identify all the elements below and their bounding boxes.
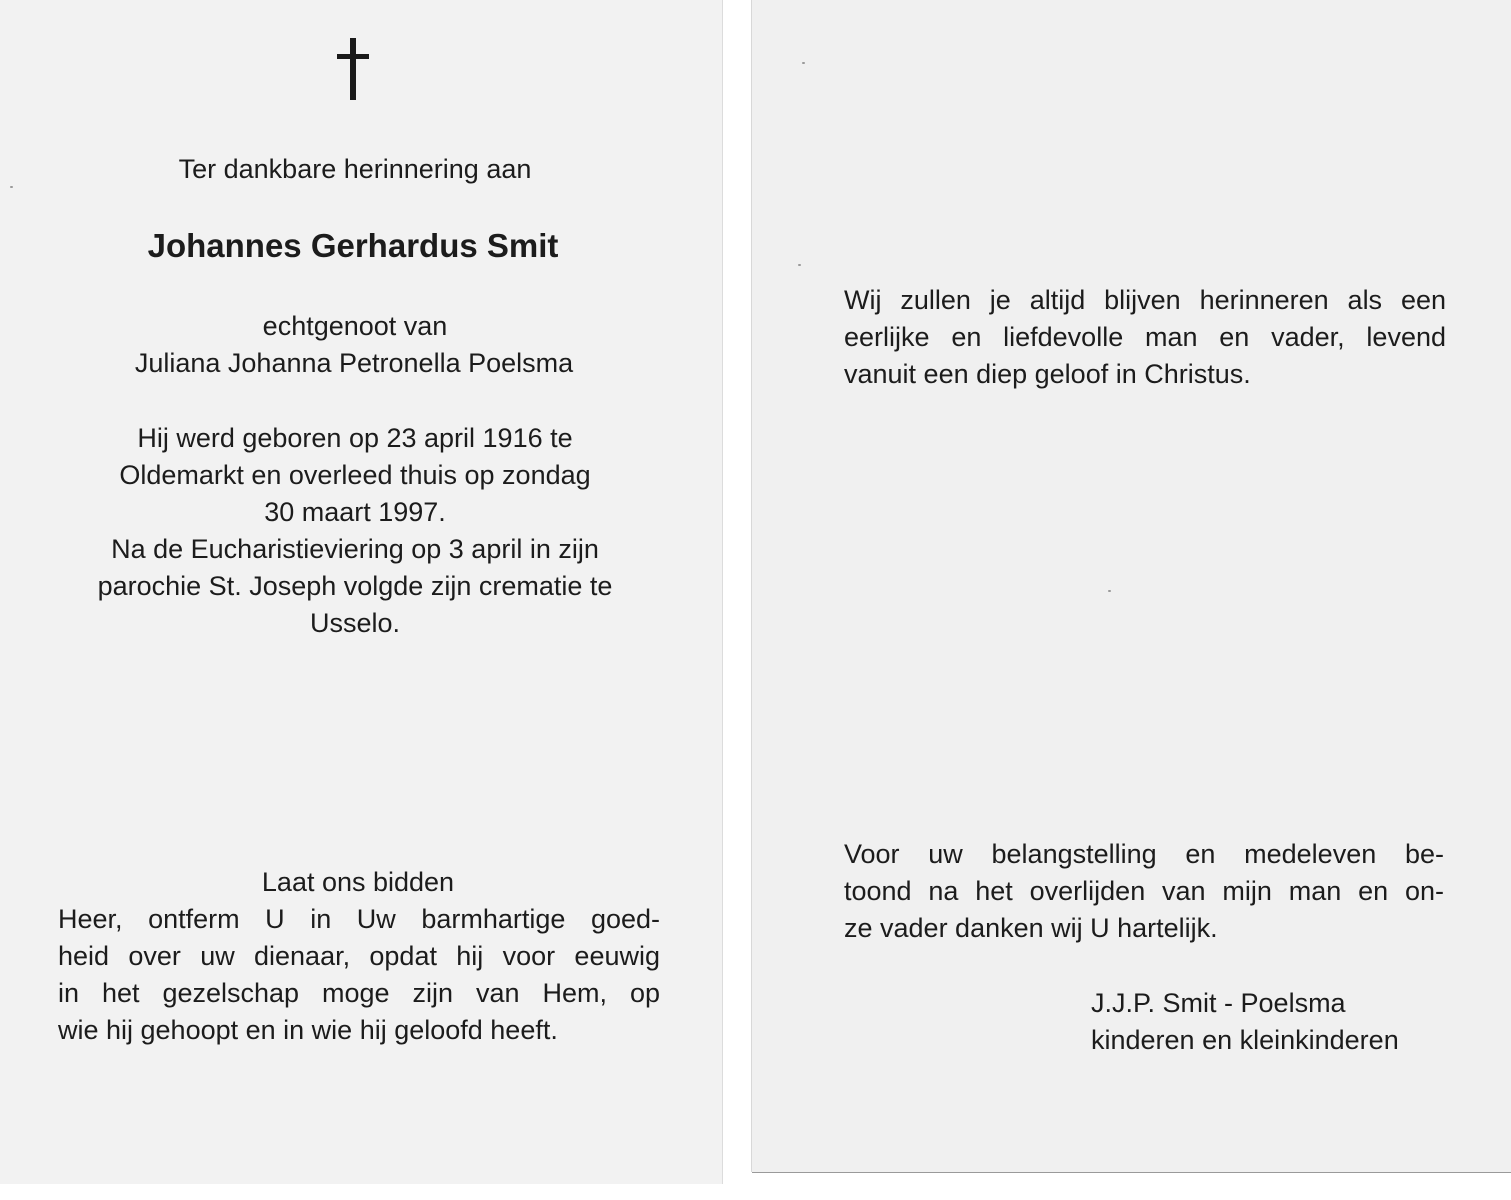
signature-line: J.J.P. Smit - Poelsma (1091, 988, 1346, 1018)
biography-line: 30 maart 1997. (264, 497, 446, 527)
thanks-line: Voor uw belangstelling en medeleven be- (844, 839, 1444, 869)
prayer-text (58, 901, 660, 1049)
spouse-name: Juliana Johanna Petronella Poelsma (134, 348, 574, 378)
memory-line: vanuit een diep geloof in Christus. (844, 359, 1251, 389)
thanks-text (844, 836, 1444, 947)
thanks-line: ze vader danken wij U hartelijk. (844, 913, 1218, 943)
paper-speck (1108, 590, 1111, 592)
memorial-card-front (0, 0, 722, 1184)
prayer-line: wie hij gehoopt en in wie hij geloofd heeft. (58, 1015, 558, 1045)
biography-line: Oldemarkt en overleed thuis op zondag (119, 460, 591, 490)
prayer-line: Heer, ontferm U in Uw barmhartige goed- (58, 904, 660, 934)
memory-line: Wij zullen je altijd blijven herinneren als een (844, 285, 1446, 315)
prayer-line: in het gezelschap moge zijn van Hem, op (58, 978, 660, 1008)
biography-line: parochie St. Joseph volgde zijn crematie te (97, 571, 613, 601)
prayer-title: Laat ons bidden (261, 867, 455, 897)
biography-line: Usselo. (309, 608, 401, 638)
memorial-card-back (752, 0, 1511, 1172)
intro-text: Ter dankbare herinnering aan (178, 154, 532, 184)
spouse-label: echtgenoot van (262, 311, 448, 341)
signature-line: kinderen en kleinkinderen (1091, 1025, 1399, 1055)
deceased-name: Johannes Gerhardus Smit (147, 227, 559, 264)
memory-text (844, 282, 1446, 393)
paper-speck (798, 264, 801, 266)
biography (0, 420, 710, 642)
cross-icon (333, 38, 373, 102)
memory-line: eerlijke en liefdevolle man en vader, levend (844, 322, 1446, 352)
thanks-line: toond na het overlijden van mijn man en on- (844, 876, 1444, 906)
signature (1091, 985, 1451, 1059)
prayer-line: heid over uw dienaar, opdat hij voor eeuwig (58, 941, 660, 971)
paper-speck (802, 62, 805, 64)
paper-speck (10, 186, 13, 188)
biography-line: Hij werd geboren op 23 april 1916 te (137, 423, 573, 453)
biography-line: Na de Eucharistieviering op 3 april in zijn (111, 534, 599, 564)
